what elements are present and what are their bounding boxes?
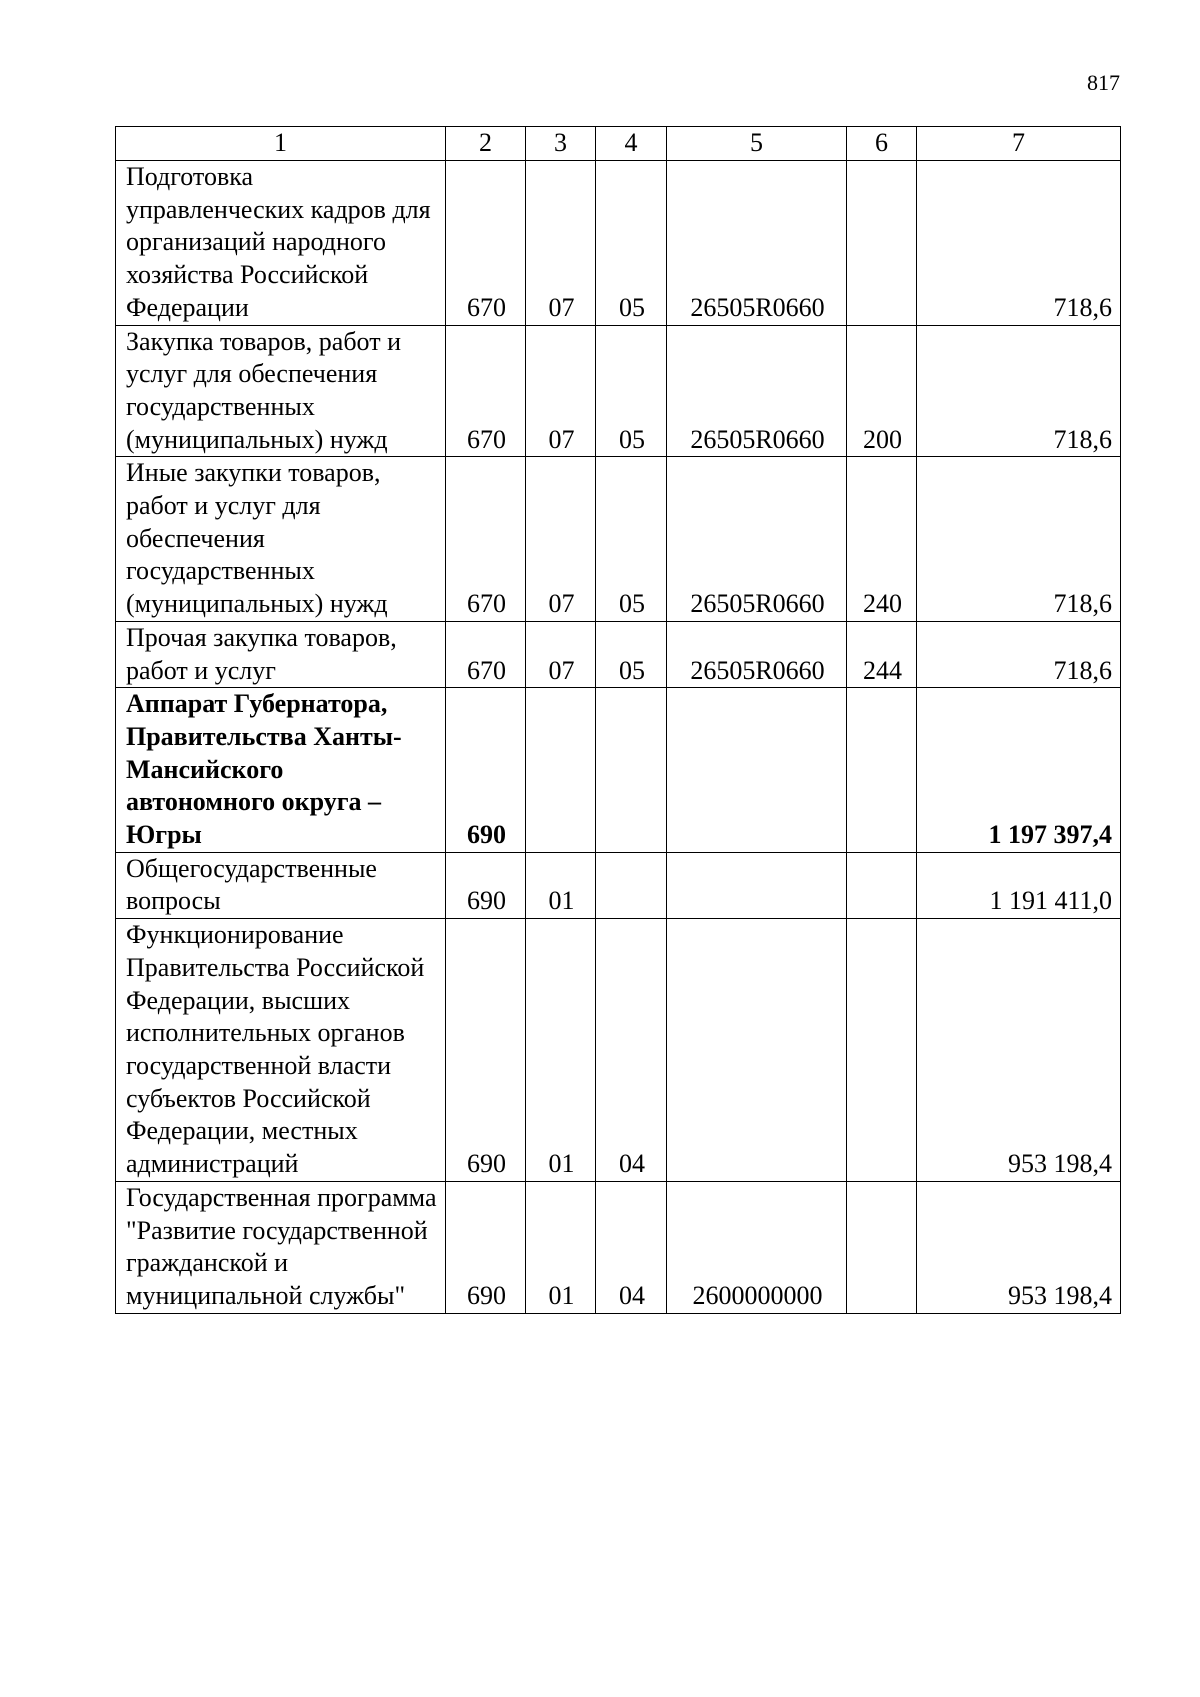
row-target-article: 26505R0660 bbox=[667, 325, 847, 457]
row-subsection: 05 bbox=[596, 457, 667, 622]
row-target-article: 26505R0660 bbox=[667, 621, 847, 687]
budget-table bbox=[115, 126, 1121, 1314]
row-grbs: 690 bbox=[446, 919, 526, 1182]
row-amount: 718,6 bbox=[917, 457, 1121, 622]
row-target-article: 26505R0660 bbox=[667, 161, 847, 326]
row-amount: 953 198,4 bbox=[917, 919, 1121, 1182]
row-section: 01 bbox=[526, 1181, 596, 1313]
table-row bbox=[116, 457, 1121, 622]
row-target-article bbox=[667, 688, 847, 853]
row-section: 07 bbox=[526, 457, 596, 622]
row-name: Подготовка управленческих кадров для организаций народного хозяйства Российской Федерации bbox=[116, 161, 446, 326]
row-target-article: 26505R0660 bbox=[667, 457, 847, 622]
header-cell-1: 1 bbox=[116, 127, 446, 161]
row-name: Функционирование Правительства Российской Федерации, высших исполнительных органов государственной власти субъектов Российской Федерации, местных администраций bbox=[116, 919, 446, 1182]
row-target-article: 2600000000 bbox=[667, 1181, 847, 1313]
row-amount: 718,6 bbox=[917, 161, 1121, 326]
row-name: Прочая закупка товаров, работ и услуг bbox=[116, 621, 446, 687]
row-section: 01 bbox=[526, 852, 596, 918]
row-subsection: 04 bbox=[596, 1181, 667, 1313]
header-cell-6: 6 bbox=[847, 127, 917, 161]
row-expense-type bbox=[847, 1181, 917, 1313]
row-target-article bbox=[667, 852, 847, 918]
row-amount: 718,6 bbox=[917, 621, 1121, 687]
table-row bbox=[116, 1181, 1121, 1313]
row-section: 01 bbox=[526, 919, 596, 1182]
row-grbs: 670 bbox=[446, 325, 526, 457]
row-section: 07 bbox=[526, 161, 596, 326]
row-grbs: 670 bbox=[446, 457, 526, 622]
row-name: Иные закупки товаров, работ и услуг для обеспечения государственных (муниципальных) нужд bbox=[116, 457, 446, 622]
row-grbs: 670 bbox=[446, 161, 526, 326]
row-grbs: 690 bbox=[446, 1181, 526, 1313]
row-subsection: 05 bbox=[596, 161, 667, 326]
row-amount: 953 198,4 bbox=[917, 1181, 1121, 1313]
row-section: 07 bbox=[526, 325, 596, 457]
row-expense-type bbox=[847, 688, 917, 853]
row-expense-type: 244 bbox=[847, 621, 917, 687]
row-amount: 718,6 bbox=[917, 325, 1121, 457]
header-row bbox=[116, 127, 1121, 161]
row-grbs: 690 bbox=[446, 688, 526, 853]
row-grbs: 690 bbox=[446, 852, 526, 918]
table-row bbox=[116, 161, 1121, 326]
row-section: 07 bbox=[526, 621, 596, 687]
header-cell-4: 4 bbox=[596, 127, 667, 161]
row-name: Закупка товаров, работ и услуг для обеспечения государственных (муниципальных) нужд bbox=[116, 325, 446, 457]
row-expense-type: 200 bbox=[847, 325, 917, 457]
row-subsection: 04 bbox=[596, 919, 667, 1182]
row-subsection bbox=[596, 852, 667, 918]
row-expense-type bbox=[847, 852, 917, 918]
row-expense-type bbox=[847, 919, 917, 1182]
row-target-article bbox=[667, 919, 847, 1182]
row-subsection: 05 bbox=[596, 325, 667, 457]
row-grbs: 670 bbox=[446, 621, 526, 687]
header-cell-2: 2 bbox=[446, 127, 526, 161]
header-cell-3: 3 bbox=[526, 127, 596, 161]
page-number: 817 bbox=[1087, 70, 1120, 95]
row-name: Государственная программа "Развитие государственной гражданской и муниципальной службы" bbox=[116, 1181, 446, 1313]
header-cell-5: 5 bbox=[667, 127, 847, 161]
table-row bbox=[116, 919, 1121, 1182]
table-row bbox=[116, 325, 1121, 457]
table-row bbox=[116, 621, 1121, 687]
table-row bbox=[116, 688, 1121, 853]
row-expense-type: 240 bbox=[847, 457, 917, 622]
table-row bbox=[116, 852, 1121, 918]
row-name: Аппарат Губернатора, Правительства Ханты-Мансийского автономного округа – Югры bbox=[116, 688, 446, 853]
row-amount: 1 191 411,0 bbox=[917, 852, 1121, 918]
row-subsection: 05 bbox=[596, 621, 667, 687]
header-cell-7: 7 bbox=[917, 127, 1121, 161]
row-amount: 1 197 397,4 bbox=[917, 688, 1121, 853]
row-section bbox=[526, 688, 596, 853]
row-subsection bbox=[596, 688, 667, 853]
row-expense-type bbox=[847, 161, 917, 326]
row-name: Общегосударственные вопросы bbox=[116, 852, 446, 918]
